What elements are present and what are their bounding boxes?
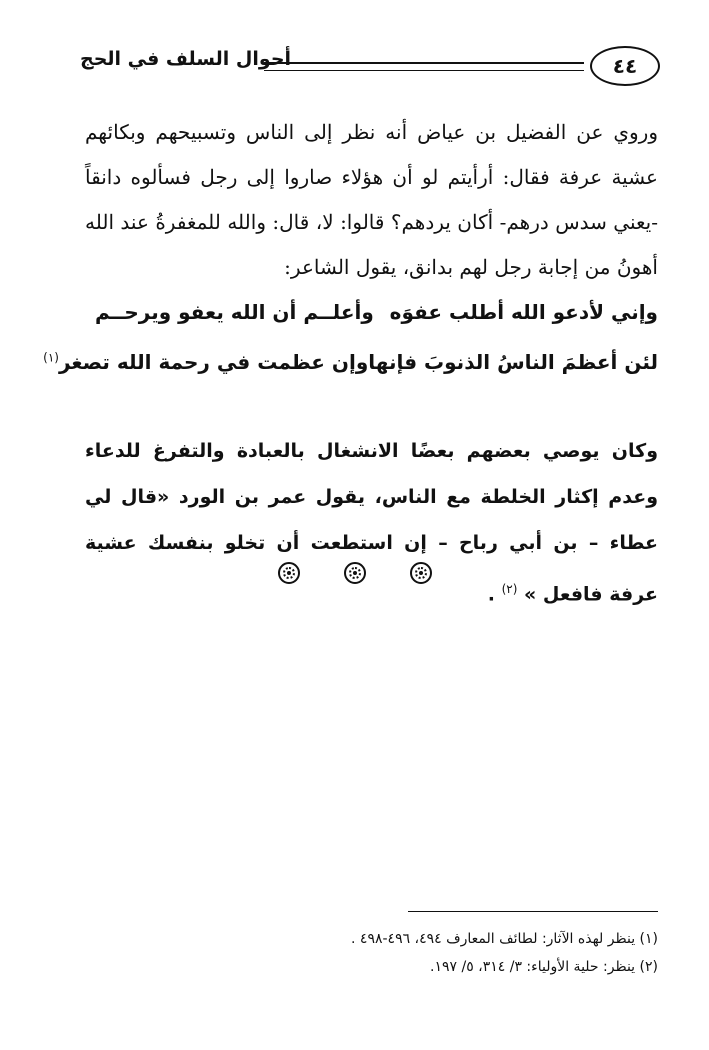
hemistich-right-2: لئن أعظمَ الناسُ الذنوبَ فإنها — [368, 350, 658, 374]
main-paragraph — [85, 110, 658, 290]
paragraph-2-text: وكان يوصي بعضهم بعضًا الانشغال بالعبادة والتفرغ للدعاء وعدم إكثار الخلطة مع الناس، يقول عمر بن الورد «قال لي عطاء – بن أبي رباح – إن استطعت أن تخلو بنفسك عشية عرفة فافعل » — [85, 440, 658, 606]
footnotes — [200, 925, 658, 981]
rosette-ornament-icon — [344, 562, 366, 584]
running-title: أحوال السلف في الحج — [80, 48, 292, 70]
footnote-ref-1[interactable]: (١) — [43, 350, 59, 365]
rosette-ornament-icon — [410, 562, 432, 584]
hemistich-left-1: وأعلــم أن الله يعفو ويرحــم — [95, 300, 374, 324]
paragraph-2 — [85, 428, 658, 617]
hemistich-left-2 — [43, 350, 368, 374]
footnote-1: (١) ينظر لهذه الآثار: لطائف المعارف ٤٩٤، ٤٩٦-٤٩٨ . — [351, 931, 658, 947]
page-header — [80, 38, 660, 98]
second-paragraph — [85, 428, 658, 617]
hemistich-left-2-text: وإن عظمت في رحمة الله تصغر — [58, 350, 369, 374]
rosette-ornament-icon — [278, 562, 300, 584]
hemistich-right-1: وإني لأدعو الله أطلب عفوَه — [389, 300, 658, 324]
section-divider — [0, 562, 709, 584]
footnote-ref-2[interactable]: (٢) — [501, 582, 518, 596]
footnote-2: (٢) ينظر: حلية الأولياء: ٣/ ٣١٤، ٥/ ١٩٧. — [430, 959, 658, 975]
poetry-verse — [43, 287, 658, 387]
footnote-separator — [408, 911, 658, 912]
paragraph-1: وروي عن الفضيل بن عياض أنه نظر إلى الناس وتسبيحهم وبكائهم عشية عرفة فقال: أرأيتم لو أن هؤلاء صاروا إلى رجل فسألوه دانقاً -يعني سدس درهم- أكان يردهم؟ قالوا: لا، قال: والله للمغفرةُ عند الله أهونُ من إجابة رجل لهم بدانق، يقول الشاعر: — [85, 120, 658, 279]
paragraph-2-end: . — [487, 583, 502, 606]
verse-line-1 — [95, 287, 658, 337]
verse-line-2 — [43, 337, 658, 387]
page-number: ٤٤ — [590, 46, 660, 86]
header-rule — [264, 62, 584, 71]
